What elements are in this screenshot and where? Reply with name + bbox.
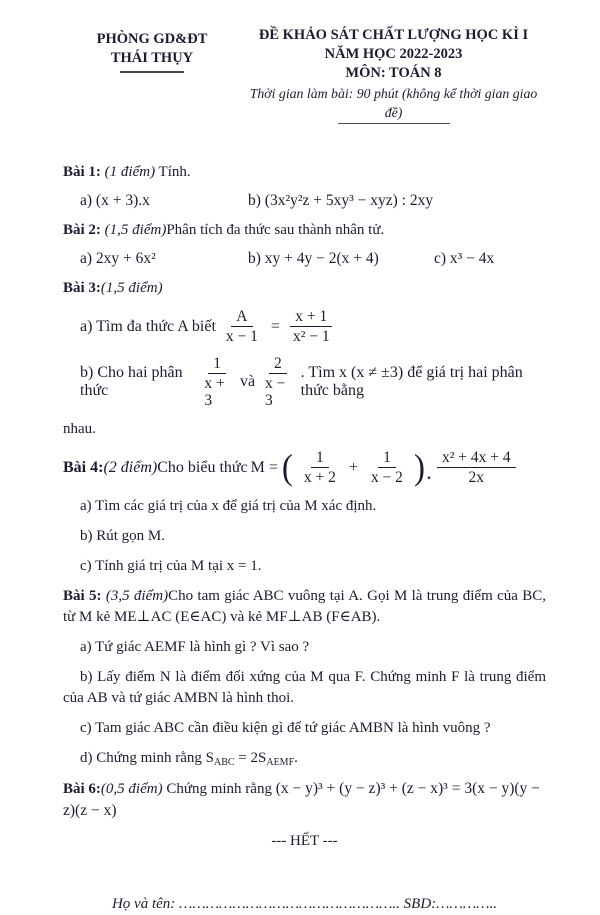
office-name: PHÒNG GD&ĐT [96,31,208,47]
fraction-x2-4x-4-over-2x: $\frac{\text{x² + 4x + 4}}{2x}$ [437,449,516,486]
problem-2-head [63,220,546,241]
subscript-aemf: AEMF [266,757,295,768]
fraction-1-over-x-plus-2: $\frac{1}{x + 2}$ [303,449,336,486]
problem-4-text: Cho biểu thức [157,458,248,476]
problem-3-points: (1,5 điểm) [100,280,163,296]
problem-5-points: (3,5 điểm) [101,588,169,604]
problem-2-text: Phân tích đa thức sau thành nhân tử. [166,222,385,238]
exam-duration: Thời gian làm bài: 90 phút (không kể thời gian giao đề) [249,86,538,120]
problem-4-head [63,449,546,486]
problem-3a-text: a) Tìm đa thức A biết [80,317,216,335]
problem-2-items [63,250,546,268]
problem-2-label: Bài 2: [63,222,101,238]
problem-3b-text-3: nhau. [63,421,96,437]
fraction-1-over-x-minus-2: $\frac{1}{x - 2}$ [370,449,403,486]
problem-5-label: Bài 5: [63,588,102,604]
multiply-dot: . [426,466,431,483]
problem-5-item-a: a) Tứ giác AEMF là hình gì ? Vì sao ? [80,639,310,655]
problem-4-label: Bài 4: [63,458,104,476]
problem-4-item-c: c) Tính giá trị của M tại x = 1. [80,558,262,574]
problem-4-points: (2 điểm) [103,458,158,476]
problem-3-label: Bài 3: [63,280,101,296]
problem-5d-end: . [294,750,298,766]
equals-sign: = [270,317,280,335]
exam-info-block [241,26,546,124]
problem-6-points: (0,5 điểm) [100,781,163,797]
plus-sign: + [348,458,358,476]
exam-title: ĐỀ KHẢO SÁT CHẤT LƯỢNG HỌC KÌ I [258,27,529,43]
problem-5-item-c: c) Tam giác ABC cần điều kiện gì để tứ giác AMBN là hình vuông ? [80,720,491,736]
problem-4-item-a: a) Tìm các giá trị của x để giá trị của M xác định. [80,498,377,514]
subscript-abc: ABC [213,757,235,768]
fraction-1-over-x-plus-3: $\frac{1}{x + 3}$ [204,355,225,409]
fraction-x-plus-1-over-x2-minus-1: $\frac{x + 1}{\text{x² − 1}}$ [288,308,335,345]
problem-5 [63,586,546,769]
problem-5-intro: Cho tam giác ABC vuông tại A. Gọi M là trung điểm của BC, từ M kẻ ME⊥AC (E∈AC) và kẻ MF⊥AB (F∈AB). [63,588,546,625]
end-marker: --- HẾT --- [271,833,338,849]
problem-3b-text-1: b) Cho hai phân thức [80,364,183,399]
close-paren: ) [413,447,425,488]
problem-6-formula: (x − y)³ + (y − z)³ + (z − x)³ = 3(x − y)(y − z)(z − x) [63,780,540,819]
problem-5-item-b: b) Lấy điểm N là điểm đối xứng của M qua F. Chứng minh F là trung điểm của AB và tứ giác AMBN là hình thoi. [63,669,546,706]
m-equals: M = [250,458,278,476]
problem-4-item-b: b) Rút gọn M. [80,528,166,544]
office-underline [120,71,184,73]
problem-3b-text-2: . Tìm x (x ≠ ±3) để giá trị hai phân thức bằng [300,364,523,399]
school-year: NĂM HỌC 2022-2023 [324,46,463,62]
problem-6 [63,778,546,852]
fraction-2-over-x-minus-3: $\frac{2}{x - 3}$ [265,355,286,409]
problem-3 [63,278,546,440]
problem-1-points: (1 điểm) [100,164,156,180]
subject: MÔN: TOÁN 8 [345,65,442,81]
student-info-line [63,894,546,915]
problem-2-item-a: a) 2xy + 6x² [80,250,156,267]
problem-2 [63,220,546,268]
problem-6-head [63,778,546,822]
office-district: THÁI THỤY [110,50,194,66]
problem-4 [63,449,546,577]
problem-5-head [63,586,546,628]
problem-1 [63,162,546,210]
duration-underline [338,123,450,124]
header [63,26,546,124]
problem-1-item-b: b) (3x²y²z + 5xy³ − xyz) : 2xy [248,192,434,209]
problem-1-item-a: a) (x + 3).x [80,192,150,209]
issuing-office-block [63,26,241,124]
problem-1-text: Tính. [155,164,191,180]
problem-2-item-b: b) xy + 4y − 2(x + 4) [248,250,379,267]
problem-6-label: Bài 6: [63,781,101,797]
sbd-dotted-line: ………….. [436,896,498,912]
problem-3-item-a [63,308,546,345]
name-label: Họ và tên: [111,896,180,912]
problem-3-item-b [63,355,546,409]
name-dotted-line: ………………………………………….. [179,896,400,912]
problem-3-head [63,278,546,299]
problem-1-label: Bài 1: [63,164,101,180]
problem-5d-mid: = 2S [234,750,267,766]
fraction-a-over-x-minus-1: $\frac{A}{x - 1}$ [225,308,258,345]
problem-5-item-d [63,748,546,769]
open-paren: ( [281,447,293,488]
problem-5d-text: d) Chứng minh rằng S [80,750,214,766]
problem-1-items [63,192,546,210]
problem-1-head [63,162,546,183]
problem-2-item-c: c) x³ − 4x [434,250,495,267]
problem-2-points: (1,5 điểm) [100,222,167,238]
sbd-label: SBD: [399,896,437,912]
problem-3b-and: và [239,373,256,390]
problem-6-text: Chứng minh rằng [162,781,276,797]
